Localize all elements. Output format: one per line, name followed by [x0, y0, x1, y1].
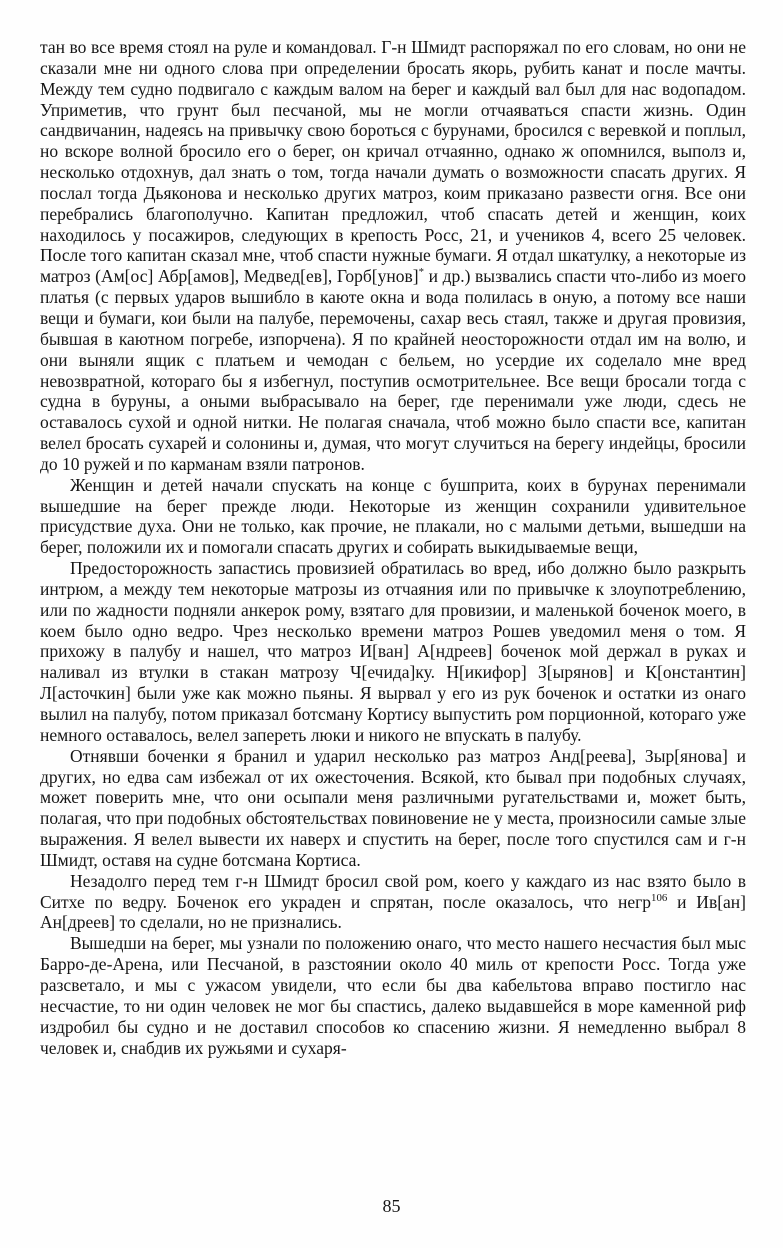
text-block	[40, 37, 746, 1058]
text-run: Отнявши боченки я бранил и ударил несколько раз матроз Анд[реева], Зыр[янова] и других, но едва сам избежал от их ожесточения. Всякой, кто бывал при подобных случаях, может поверить мне, что они осыпали меня различными ругательствами и, может быть, полагая, что при подобных обстоятельствах повиновение не у места, произносили самые злые выражения. Я велел вывести их наверх и спустить на берег, после того спустился сам и г-н Шмидт, оставя на судне ботсмана Кортиса.	[40, 745, 746, 870]
text-run: Незадолго перед тем г-н Шмидт бросил свой ром, коего у каждаго из нас взято было в Ситхе по ведру. Боченок его украден и спрятан, после оказалось, что негр	[40, 870, 746, 912]
footnote-marker: 106	[651, 891, 668, 904]
text-run: Женщин и детей начали спускать на конце с бушприта, коих в бурунах перенимали вышедшие на берег прежде люди. Некоторые из женщин сохранили удивительное присудствие духа. Они не только, как прочие, не плакали, но с малыми детьми, вышедши на берег, положили их и помогали спасать других и собирать выкидываемые вещи,	[40, 474, 746, 558]
paragraph-4	[40, 746, 746, 871]
paragraph-3	[40, 558, 746, 746]
text-run: и Ив[ан] Ан[дреев] то сделали, но не признались.	[40, 891, 746, 933]
text-run: и др.) вызвались спасти что-либо из моего платья (с первых ударов вышибло в каюте окна и вода полилась в оную, а потому все наши вещи и бумаги, кои были на палубе, перемочены, сахар весь стаял, также и другая провизия, бывшая в каютном погребе, изпорчена). Я по крайней неосторожности отдал им на волю, и они выняли ящик с платьем и чемодан с бельем, но усердие их соделало мне вред невозвратной, котораго бы я избегнул, поступив осмотрительнее. Все вещи бросали тогда с судна в буруны, а оными выбрасывало на берег, где перенимали уже люди, сдесь не оставалось сухой и одной нитки. Не полагая сначала, чтоб можно было спасти все, капитан велел бросать сухарей и солонины и, думая, что могут случиться на берегу индейцы, бросили до 10 ружей и по карманам взяли патронов.	[40, 266, 746, 474]
paragraph-5	[40, 871, 746, 934]
paragraph-1	[40, 37, 746, 475]
text-run: Вышедши на берег, мы узнали по положению онаго, что место нашего несчастия был мыс Барро-де-Арена, или Песчаной, в разстоянии около 40 миль от крепости Росс. Тогда уже разсветало, и мы с ужасом увидели, что если бы два кабельтова вправо постигло нас несчастие, то ни один человек не мог бы спастись, далеко выдавшейся в море каменной риф издробил бы судно и не доставил способов ко спасению жизни. Я немедленно выбрал 8 человек и, снабдив их ружьями и сухаря-	[40, 933, 746, 1058]
page-number: 85	[382, 1196, 401, 1216]
paragraph-2	[40, 475, 746, 558]
footnote-marker: *	[418, 266, 425, 279]
text-run: Предосторожность запастись провизией обратилась во вред, ибо должно было разкрыть интрюм, а между тем некоторые матрозы из отчаяния или по привычке к злоупотреблению, или по жадности подняли анкерок рому, взятаго для провизии, и маленькой боченок моего, в коем было одно ведро. Чрез несколько времени матроз Рошев уведомил меня о том. Я прихожу в палубу и нашел, что матроз И[ван] А[ндреев] боченок мой держал в руках и наливал из втулки в стакан матрозу Ч[ечида]ку. Н[икифор] З[ырянов] и К[онстантин] Л[асточкин] были уже как можно пьяны. Я вырвал у его из рук боченок и остатки из онаго вылил на палубу, потом приказал ботсману Кортису выпустить ром порционной, котораго уже немного оставалось, велел запереть люки и никого не впускать в палубу.	[40, 558, 746, 745]
text-run: тан во все время стоял на руле и командовал. Г-н Шмидт распоряжал по его словам, но они не сказали мне ни одного слова при определении бросать якорь, рубить канат и после мачты. Между тем судно подвигало с каждым валом на берег и каждый вал был для нас водопадом. Уприметив, что грунт был песчаной, мы не могли отчаяваться спасти жизнь. Один сандвичанин, надеясь на привычку свою бороться с бурунами, бросился с веревкой и поплыл, но вскоре волной бросило его о берег, он кричал отчаянно, однако ж опомнился, выполз и, несколько отдохнув, дал знать о том, тогда начали думать о возможности спасать других. Я послал тогда Дьяконова и несколько других матроз, коим приказано развести огня. Все они перебрались благополучно. Капитан предложил, чтоб спасать детей и женщин, коих находилось у посажиров, следующих в крепость Росс, 21, и учеников 4, всего 25 человек. После того капитан сказал мне, чтоб спасти нужные бумаги. Я отдал шкатулку, а некоторые из матроз (Ам[ос] Абр[амов], Медвед[ев], Горб[унов]	[40, 37, 746, 287]
paragraph-6	[40, 933, 746, 1058]
